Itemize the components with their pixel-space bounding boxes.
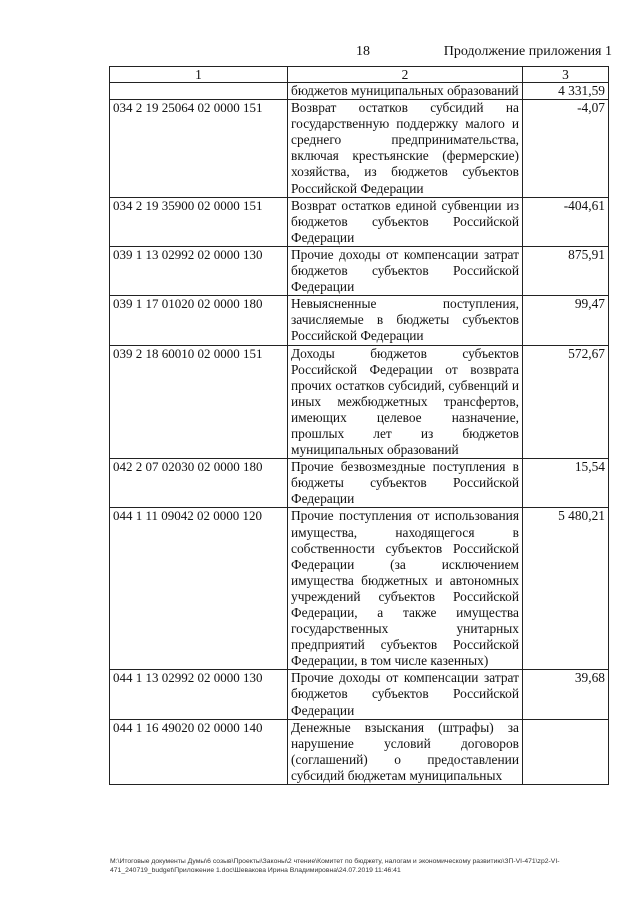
- amount: 5 480,21: [523, 508, 609, 670]
- amount: [523, 719, 609, 784]
- revenue-description: Прочие поступления от использования имущества, находящегося в собственности субъектов Российской Федерации (за исключением имущества бюджетных и автономных учреждений субъектов Российской Федерации, а также имущества государственных унитарных предприятий субъектов Российской Федерации, в том числе казенных): [288, 508, 523, 670]
- revenue-description: Невыясненные поступления, зачисляемые в бюджеты субъектов Российской Федерации: [288, 296, 523, 345]
- table-row: [110, 345, 609, 459]
- column-number: 2: [288, 67, 523, 83]
- table-row: [110, 83, 609, 100]
- amount: -404,61: [523, 197, 609, 246]
- table-row: [110, 459, 609, 508]
- revenue-description: Прочие безвозмездные поступления в бюджеты субъектов Российской Федерации: [288, 459, 523, 508]
- revenue-description: Возврат остатков субсидий на государственную поддержку малого и среднего предпринимательства, включая крестьянские (фермерские) хозяйства, из бюджетов субъектов Российской Федерации: [288, 100, 523, 198]
- column-number-row: [110, 67, 609, 83]
- budget-code: 034 2 19 35900 02 0000 151: [110, 197, 288, 246]
- budget-code: 044 1 16 49020 02 0000 140: [110, 719, 288, 784]
- table-row: [110, 719, 609, 784]
- amount: 99,47: [523, 296, 609, 345]
- revenue-description: бюджетов муниципальных образований: [288, 83, 523, 100]
- continuation-label: Продолжение приложения 1: [443, 44, 612, 59]
- revenue-table: [109, 66, 609, 785]
- revenue-description: Доходы бюджетов субъектов Российской Федерации от возврата прочих остатков субсидий, субвенций и иных межбюджетных трансфертов, имеющих целевое назначение, прошлых лет из бюджетов муниципальных образований: [288, 345, 523, 459]
- revenue-description: Прочие доходы от компенсации затрат бюджетов субъектов Российской Федерации: [288, 670, 523, 719]
- budget-code: 044 1 11 09042 02 0000 120: [110, 508, 288, 670]
- table-row: [110, 670, 609, 719]
- table-row: [110, 100, 609, 198]
- table-row: [110, 197, 609, 246]
- column-number: 3: [523, 67, 609, 83]
- amount: 15,54: [523, 459, 609, 508]
- page-number: 18: [356, 44, 370, 59]
- budget-code: 042 2 07 02030 02 0000 180: [110, 459, 288, 508]
- table-row: [110, 246, 609, 295]
- amount: 39,68: [523, 670, 609, 719]
- revenue-description: Прочие доходы от компенсации затрат бюджетов субъектов Российской Федерации: [288, 246, 523, 295]
- budget-code: 039 2 18 60010 02 0000 151: [110, 345, 288, 459]
- budget-code: 044 1 13 02992 02 0000 130: [110, 670, 288, 719]
- budget-code: 039 1 13 02992 02 0000 130: [110, 246, 288, 295]
- document-path-footer: M:\Итоговые документы Думы\6 созыв\Проекты\Законы\2 чтение\Комитет по бюджету, налогам и экономическому развитию\ЗП-VI-471\zp2-VI-471_240719_budget\Приложение 1.doc\Шевакова Ирина Владимировна\24.07.2019 11:46:41: [110, 858, 560, 874]
- amount: -4,07: [523, 100, 609, 198]
- amount: 875,91: [523, 246, 609, 295]
- revenue-description: Денежные взыскания (штрафы) за нарушение условий договоров (соглашений) о предоставлении субсидий бюджетам муниципальных: [288, 719, 523, 784]
- table-row: [110, 296, 609, 345]
- budget-code: 034 2 19 25064 02 0000 151: [110, 100, 288, 198]
- column-number: 1: [110, 67, 288, 83]
- budget-code: [110, 83, 288, 100]
- amount: 572,67: [523, 345, 609, 459]
- table-row: [110, 508, 609, 670]
- budget-code: 039 1 17 01020 02 0000 180: [110, 296, 288, 345]
- amount: 4 331,59: [523, 83, 609, 100]
- revenue-description: Возврат остатков единой субвенции из бюджетов субъектов Российской Федерации: [288, 197, 523, 246]
